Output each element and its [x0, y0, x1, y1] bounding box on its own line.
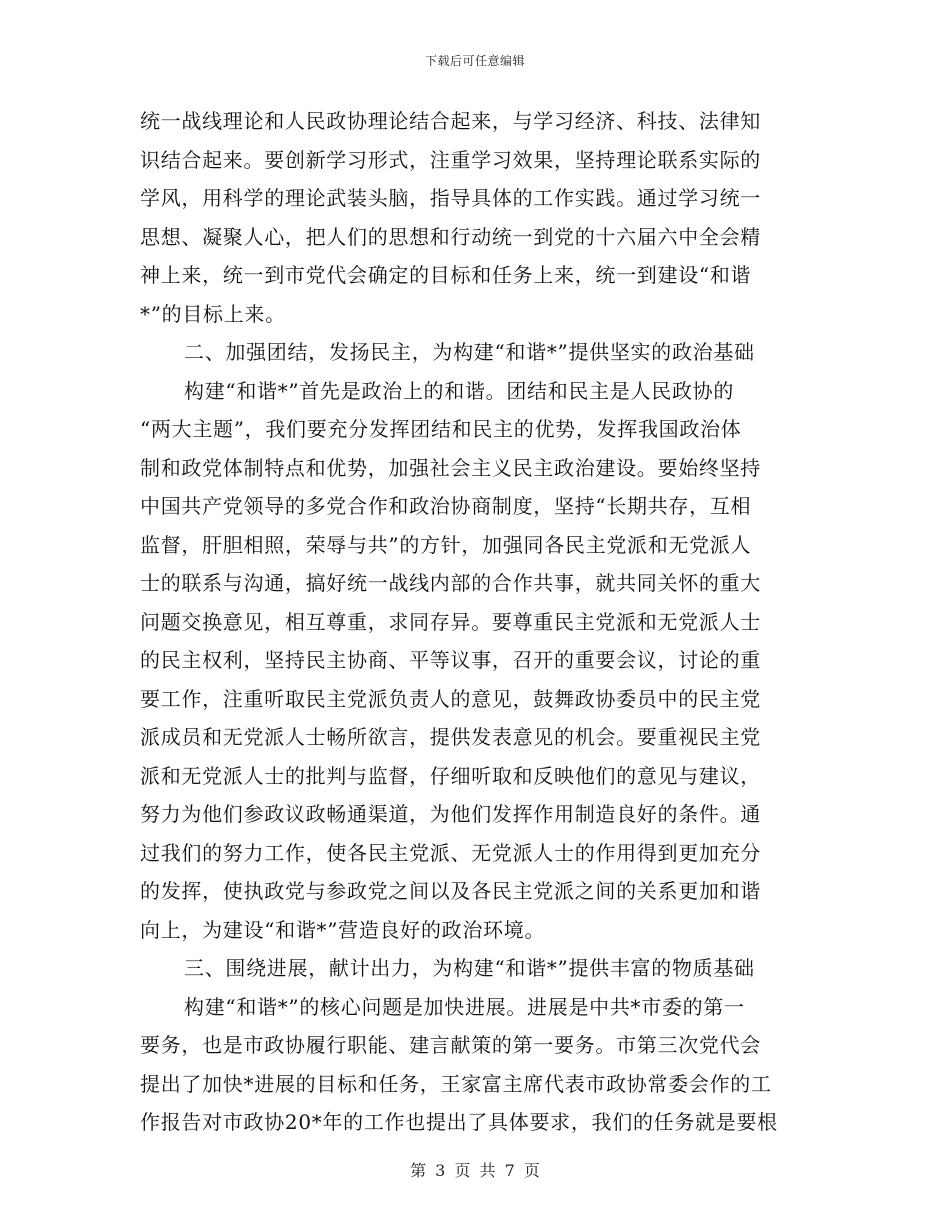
paragraph-first-line: 构建“和谐*”的核心问题是加快进展。进展是中共*市委的第一 — [184, 994, 745, 1019]
page-header-note: 下载后可任意编辑 — [424, 54, 525, 68]
body-line: 努力为他们参政议政畅通渠道，为他们发挥作用制造良好的条件。通 — [140, 802, 761, 826]
document-body — [140, 102, 830, 1142]
body-line: 过我们的努力工作，使各民主党派、无党派人士的作用得到更加充分 — [140, 840, 761, 865]
body-line: 派成员和无党派人士畅所欲言，提供发表意见的机会。要重视民主党 — [140, 725, 761, 749]
body-line: 向上，为建设“和谐*”营造良好的政治环境。 — [140, 917, 546, 942]
body-line: *”的目标上来。 — [140, 301, 286, 326]
paragraph-first-line: 构建“和谐*”首先是政治上的和谐。团结和民主是人民政协的 — [184, 378, 735, 403]
body-line: 的民主权利，坚持民主协商、平等议事，召开的重要会议，讨论的重 — [140, 648, 761, 672]
body-line: 的发挥，使执政党与参政党之间以及各民主党派之间的关系更加和谐 — [140, 879, 761, 903]
body-line: 要工作，注重听取民主党派负责人的意见，鼓舞政协委员中的民主党 — [140, 686, 761, 711]
section-heading-2: 二、加强团结，发扬民主，为构建“和谐*”提供坚实的政治基础 — [184, 340, 755, 364]
body-line: 派和无党派人士的批判与监督，仔细听取和反映他们的意见与建议， — [140, 763, 761, 788]
body-line: 神上来，统一到市党代会确定的目标和任务上来，统一到建设“和谐 — [140, 263, 752, 287]
body-line: 统一战线理论和人民政协理论结合起来，与学习经济、科技、法律知 — [140, 109, 761, 133]
body-line: 作报告对市政协20*年的工作也提出了具体要求，我们的任务就是要根 — [140, 1110, 778, 1134]
body-line: “两大主题”，我们要充分发挥团结和民主的优势，发挥我国政治体 — [140, 417, 742, 441]
body-line: 问题交换意见，相互尊重，求同存异。要尊重民主党派和无党派人士 — [140, 609, 761, 634]
body-line: 制和政党体制特点和优势，加强社会主义民主政治建设。要始终坚持 — [140, 455, 761, 480]
body-line: 学风，用科学的理论武装头脑，指导具体的工作实践。通过学习统一 — [140, 186, 761, 210]
body-line: 监督，肝胆相照，荣辱与共”的方针，加强同各民主党派和无党派人 — [140, 532, 752, 557]
page-number: 第 3 页 共 7 页 — [410, 1161, 540, 1180]
section-heading-3: 三、围绕进展，献计出力，为构建“和谐*”提供丰富的物质基础 — [184, 956, 755, 980]
body-line: 思想、凝聚人心，把人们的思想和行动统一到党的十六届六中全会精 — [140, 224, 761, 249]
body-line: 要务，也是市政协履行职能、建言献策的第一要务。市第三次党代会 — [140, 1033, 761, 1057]
body-line: 中国共产党领导的多党合作和政治协商制度，坚持“长期共存，互相 — [140, 494, 752, 518]
body-line: 识结合起来。要创新学习形式，注重学习效果，坚持理论联系实际的 — [140, 147, 761, 172]
body-line: 士的联系与沟通，搞好统一战线内部的合作共事，就共同关怀的重大 — [140, 571, 761, 595]
body-line: 提出了加快*进展的目标和任务，王家富主席代表市政协常委会作的工 — [140, 1071, 772, 1096]
